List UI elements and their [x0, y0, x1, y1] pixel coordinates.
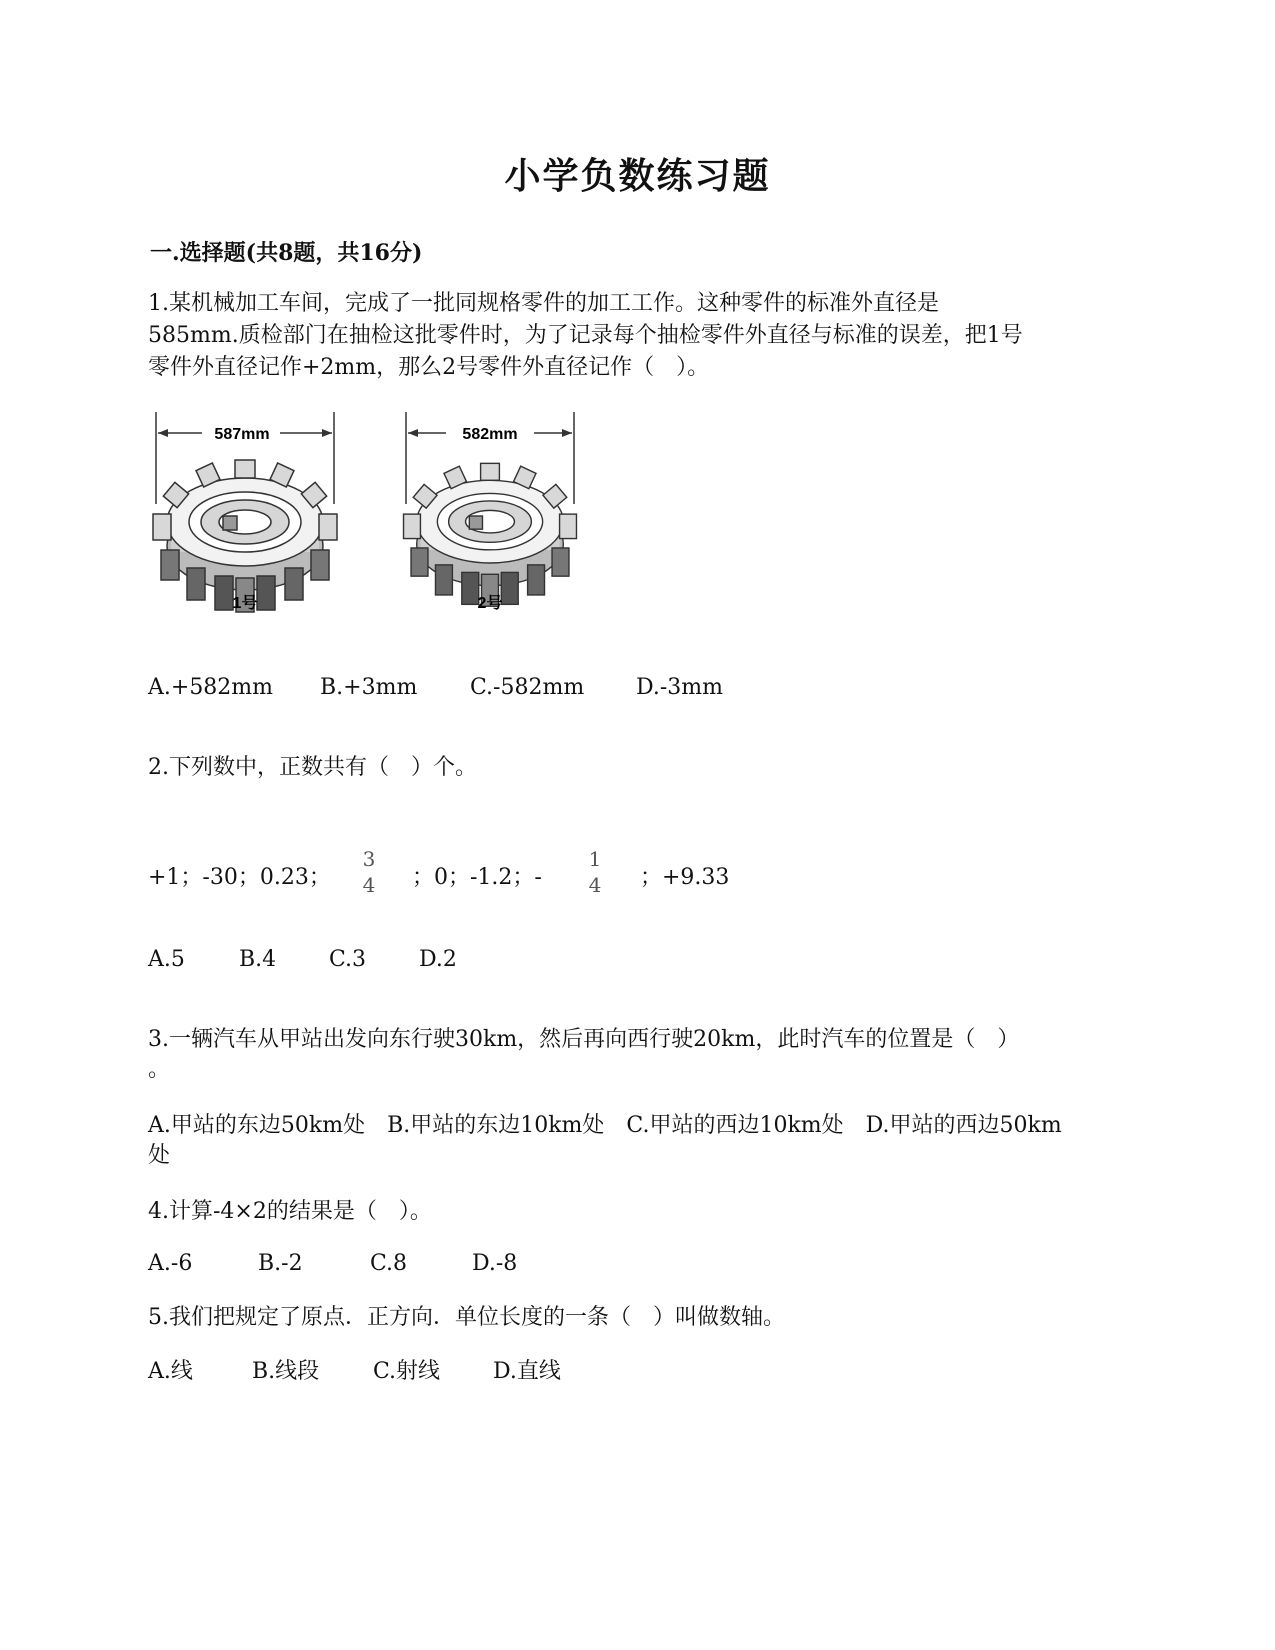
gear-1-label: 1号 — [232, 595, 258, 612]
fraction-numerator: 1 — [588, 847, 602, 871]
gear-1-image — [153, 460, 337, 612]
fraction-3-4 — [357, 846, 381, 898]
question-1-option-a: A.+582mm — [148, 675, 274, 700]
question-5-option-b: B.线段 — [252, 1359, 320, 1384]
gear-2-dimension: 582mm — [462, 426, 518, 443]
question-1-line-3: 零件外直径记作+2mm，那么2号零件外直径记作（ ）。 — [148, 355, 710, 380]
page-title: 小学负数练习题 — [504, 155, 771, 197]
question-3-options-line-2: 处 — [148, 1143, 171, 1168]
fraction-1-4 — [583, 846, 607, 898]
question-3-line-2: 。 — [148, 1057, 171, 1082]
question-1-line-1: 1.某机械加工车间，完成了一批同规格零件的加工工作。这种零件的标准外直径是 — [148, 291, 939, 316]
question-5-option-a: A.线 — [148, 1359, 193, 1384]
question-2-option-c: C.3 — [329, 947, 367, 972]
question-2-numbers-part-1: +1；-30；0.23； — [148, 865, 331, 890]
question-4-option-d: D.-8 — [472, 1251, 518, 1276]
question-1-option-c: C.-582mm — [470, 675, 585, 700]
question-4-option-a: A.-6 — [148, 1251, 193, 1276]
question-5-option-d: D.直线 — [493, 1359, 561, 1384]
question-2-stem: 2.下列数中，正数共有（ ）个。 — [148, 755, 477, 780]
question-3-line-1: 3.一辆汽车从甲站出发向东行驶30km，然后再向西行驶20km，此时汽车的位置是（ ） — [148, 1027, 1020, 1052]
gears-figure — [150, 408, 600, 630]
question-2-option-b: B.4 — [239, 947, 277, 972]
gear-2-label: 2号 — [477, 595, 503, 612]
fraction-numerator: 3 — [362, 847, 376, 871]
question-2-option-d: D.2 — [419, 947, 457, 972]
gear-1-dimension: 587mm — [214, 426, 270, 443]
gear-2-image — [404, 463, 577, 606]
question-1-option-d: D.-3mm — [636, 675, 724, 700]
question-1-line-2: 585mm.质检部门在抽检这批零件时，为了记录每个抽检零件外直径与标准的误差，把1号 — [148, 323, 1023, 348]
fraction-denominator: 4 — [588, 873, 602, 897]
question-2-numbers-part-2: ；0；-1.2；- — [412, 865, 542, 890]
question-4-option-c: C.8 — [370, 1251, 408, 1276]
section-heading: 一.选择题(共8题，共16分) — [150, 240, 423, 266]
question-4-option-b: B.-2 — [258, 1251, 303, 1276]
question-3-options-line-1: A.甲站的东边50km处 B.甲站的东边10km处 C.甲站的西边10km处 D.甲站的西边50km — [148, 1113, 1062, 1138]
question-2-numbers-part-3: ；+9.33 — [640, 865, 730, 890]
question-4-stem: 4.计算-4×2的结果是（ ）。 — [148, 1199, 432, 1224]
question-5-option-c: C.射线 — [373, 1359, 441, 1384]
question-1-option-b: B.+3mm — [320, 675, 418, 700]
question-5-stem: 5.我们把规定了原点．正方向．单位长度的一条（ ）叫做数轴。 — [148, 1305, 785, 1330]
fraction-denominator: 4 — [362, 873, 376, 897]
question-2-option-a: A.5 — [148, 947, 185, 972]
